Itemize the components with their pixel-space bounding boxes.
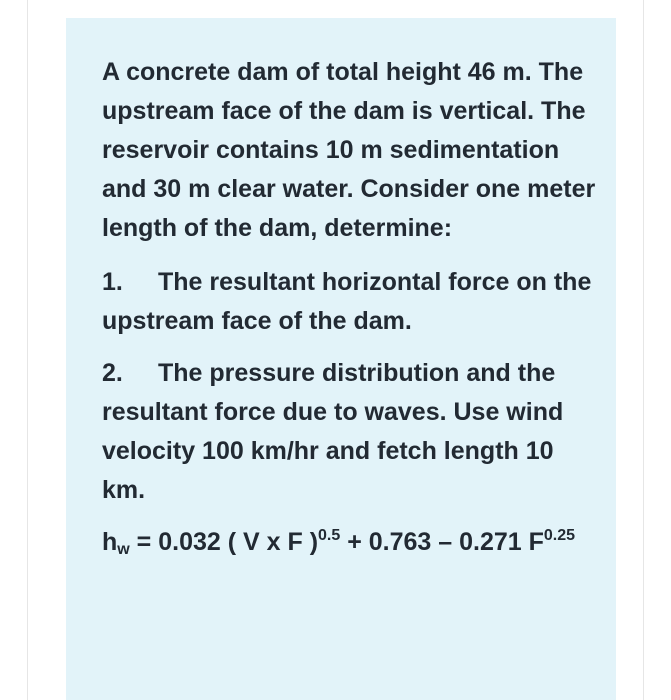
formula-exponent-2: 0.25 — [543, 527, 576, 544]
formula-exponent-1: 0.5 — [318, 527, 341, 544]
list-item-text: The resultant horizontal force on the upstream face of the dam. — [102, 268, 592, 335]
formula-lhs: h — [102, 528, 118, 556]
formula-part-1: = 0.032 ( V x F ) — [129, 528, 319, 556]
list-item-number: 2. — [102, 359, 123, 387]
right-border — [643, 0, 644, 700]
question-content — [102, 53, 602, 562]
wave-height-formula — [102, 523, 602, 562]
left-border — [27, 0, 28, 700]
formula-part-2: + 0.763 – 0.271 F — [340, 528, 544, 556]
list-item-number: 1. — [102, 268, 123, 296]
formula-lhs-subscript: w — [117, 541, 130, 558]
list-item-1 — [102, 263, 602, 341]
list-item-2 — [102, 354, 602, 510]
list-item-text: The pressure distribution and the resultant force due to waves. Use wind velocity 100 km/hr and fetch length 10 km. — [102, 359, 564, 504]
problem-intro: A concrete dam of total height 46 m. The upstream face of the dam is vertical. The reservoir contains 10 m sedimentation and 30 m clear water. Consider one meter length of the dam, determine: — [102, 58, 596, 242]
